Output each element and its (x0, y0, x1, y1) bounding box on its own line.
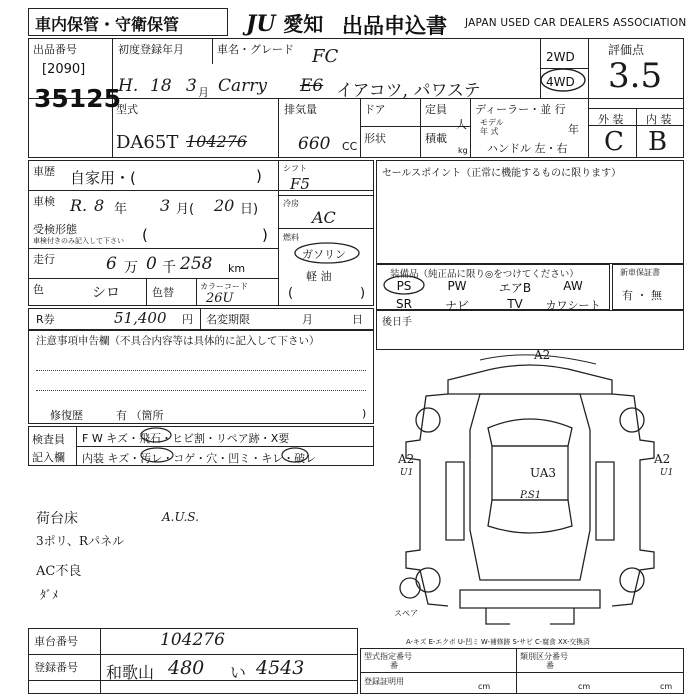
registration-number-label: 登録番号 (34, 661, 78, 674)
tax-label: R券 (36, 313, 55, 326)
first-reg-month: 3 (186, 76, 197, 96)
handwritten-note-1: 荷台床 (36, 511, 78, 527)
history-value: 自家用・( (70, 169, 136, 187)
receipt-label: 受検形態 (33, 223, 77, 236)
cc-unit: CC (342, 140, 358, 153)
color-code-label: カラーコード (200, 282, 248, 291)
dealer-label: ディーラー・並 行 (475, 103, 566, 116)
model-year-label: モデル (480, 118, 504, 127)
interior-label: 内 装 (646, 113, 672, 126)
first-reg-year: 18 (150, 76, 172, 96)
aircon-value: AC (312, 208, 336, 227)
inspection-era: R. (70, 196, 88, 215)
car-grade: FC (312, 46, 339, 67)
mileage-km: km (228, 262, 246, 275)
kg-unit: kg (458, 146, 468, 155)
shift-label: シフト (283, 164, 307, 173)
plate-number: 4543 (256, 657, 305, 679)
form-title: 出品申込書 (342, 14, 447, 38)
diagram-mark-code: UA3 (530, 466, 557, 480)
inspector-interior-row: 内装 キズ・汚レ・コゲ・穴・凹ミ・キレ・破レ (82, 452, 317, 465)
plate-class: 480 (168, 657, 205, 679)
association-name: JAPAN USED CAR DEALERS ASSOCIATION (465, 17, 687, 29)
fuel-diesel: 軽 油 (306, 270, 332, 283)
fuel-label: 燃料 (283, 233, 299, 242)
repair-value: 有 （箇所 (116, 409, 164, 422)
diagram-rear-bumper (460, 590, 600, 608)
trunk-box (376, 310, 684, 350)
first-reg-label: 初度登録年月 (118, 43, 184, 56)
car-options: イアコツ, パワステ (336, 81, 481, 101)
logo-mark: JU (246, 11, 276, 37)
storage-label: 車内保管・守衛保管 (35, 15, 180, 34)
inspection-day-unit: 日) (240, 202, 259, 217)
equipment-aw: AW (563, 279, 583, 293)
model-year-label2: 年 式 (480, 127, 499, 136)
spare-label: スペア (394, 609, 418, 618)
fuel-paren-open: ( (288, 286, 294, 301)
equipment-leather-seat: カワシート (545, 299, 601, 312)
car-name-struck: E6 (300, 76, 324, 96)
diagram-mark-note: U1 (400, 468, 414, 478)
name-change-label: 名変期限 (206, 313, 250, 326)
lot-sub-number: [2090] (42, 62, 86, 77)
handwritten-note-3: A.U.S. (162, 510, 199, 524)
receipt-paren-open: ( (142, 226, 148, 244)
new-warranty-label: 新車保証書 (620, 268, 660, 277)
receipt-paren-close: ) (262, 226, 268, 244)
car-name: Carry (218, 76, 267, 96)
history-close: ) (256, 167, 262, 185)
inspector-label: 検査員 (32, 433, 65, 446)
inspection-year-unit: 年 (114, 202, 128, 217)
color-code: 26U (206, 291, 234, 306)
ju-logo (246, 8, 323, 37)
load-label: 積載 (425, 132, 447, 145)
drive-4wd: 4WD (546, 75, 575, 89)
class-spec-unit: 番 (546, 661, 554, 670)
aircon-label: 冷房 (283, 199, 299, 208)
model-spec-unit: 番 (390, 661, 398, 670)
chassis-value: 104276 (160, 630, 225, 650)
inspection-month: 3 (160, 196, 171, 215)
wheel-rear-right (620, 568, 644, 592)
cert-unit-2: cm (578, 682, 591, 691)
displacement-label: 排気量 (284, 103, 317, 116)
mileage-man: 万 (124, 260, 138, 276)
equipment-navi: ナビ (444, 299, 469, 313)
equipment-ps: PS (396, 279, 412, 293)
drive-4wd-circle (538, 66, 588, 94)
logo-text: 愛知 (283, 12, 324, 36)
diagram-right-side (612, 394, 654, 606)
mileage-rest: 258 (180, 254, 213, 274)
receipt-note: 車検付きのみ記入して下さい (33, 237, 124, 245)
color-value: シロ (92, 285, 120, 301)
handle-label: ハンドル 左・右 (487, 142, 568, 155)
shape-label: 形状 (364, 132, 386, 145)
tax-yen: 円 (182, 313, 193, 326)
shade-label: 色替 (152, 286, 174, 299)
fuel-gasoline: ガソリン (302, 248, 346, 261)
lot-label: 出品番号 (33, 43, 77, 56)
cert-unit-3: cm (660, 682, 673, 691)
diagram-left-side (406, 394, 448, 606)
model-value: DA65T (116, 132, 179, 153)
inspection-day: 20 (214, 196, 235, 215)
door-label: ドア (364, 103, 386, 116)
class-spec-label: 類別区分番号 (520, 652, 568, 661)
notes-label: 注意事項申告欄（不具合内容等は具体的に記入して下さい） (36, 335, 320, 347)
inspection-month-unit: 月( (176, 202, 195, 217)
equipment-tv: TV (507, 297, 523, 311)
mileage-label: 走行 (33, 253, 55, 266)
handwritten-note-4: AC不良 (36, 564, 82, 579)
handwritten-note-5: ﾀﾞﾒ (40, 588, 59, 602)
model-struck-value: 104276 (186, 132, 248, 151)
year-unit: 年 (568, 123, 579, 136)
diagram-windshield (488, 419, 572, 446)
diagram-tailgate-right (550, 608, 574, 624)
drive-2wd: 2WD (546, 50, 575, 64)
capacity-label: 定員 (425, 103, 447, 116)
diagram-body (470, 394, 590, 580)
diagram-legend: A-キズ E-エクボ U-凹ミ W-補修跡 S-サビ C-腐食 XX-交換済 (406, 638, 590, 646)
new-warranty-options: 有 ・ 無 (622, 289, 662, 302)
diagram-mark-note: U1 (660, 468, 674, 478)
chassis-label: 車台番号 (34, 635, 78, 648)
wheel-front-left (416, 408, 440, 432)
cert-unit-1: cm (478, 682, 491, 691)
plate-area: 和歌山 (106, 663, 155, 682)
car-name-label: 車名・グレード (217, 43, 294, 56)
mileage-thousand: 0 (146, 254, 157, 274)
displacement-value: 660 (298, 134, 331, 154)
trunk-label: 後日手 (382, 317, 412, 328)
diagram-tailgate-left (486, 608, 510, 624)
shift-value: F5 (290, 175, 310, 193)
spare-tire-icon (400, 578, 420, 598)
sales-point-label: セールスポイント（正常に機能するものに限ります） (382, 168, 622, 179)
model-spec-label: 型式指定番号 (364, 652, 412, 661)
equipment-ps-circle (380, 274, 430, 296)
wheel-front-right (620, 408, 644, 432)
repair-close: ) (362, 407, 367, 420)
diagram-rear-window (488, 500, 572, 533)
equipment-pw: PW (447, 279, 467, 293)
storage-label-box (28, 8, 228, 36)
interior-grade: B (648, 127, 668, 157)
lot-number: 35125 (34, 84, 121, 113)
repair-label: 修復歴 (50, 409, 83, 422)
handwritten-note-2: 3ポリ、Rパネル (36, 534, 125, 548)
mileage-sen: 千 (162, 260, 176, 276)
history-label: 車歴 (33, 165, 55, 178)
model-label: 型式 (116, 103, 138, 116)
evaluation-score: 3.5 (608, 56, 663, 96)
exterior-grade: C (604, 127, 624, 157)
equipment-label: 装備品（純正品に限り◎をつけてください） (390, 269, 579, 280)
diagram-mark-code: P.S1 (520, 490, 542, 501)
evaluation-label: 評価点 (608, 43, 645, 57)
mileage-ten-thousand: 6 (106, 254, 117, 274)
name-change-month: 月 (302, 313, 313, 326)
equipment-airbag: エアB (498, 281, 532, 295)
name-change-day: 日 (352, 313, 363, 326)
inspector-fw-row: F W キズ・飛石・ヒビ割・リペア跡・X要 (82, 432, 290, 445)
diagram-mark-code: A2 (398, 452, 415, 466)
inspection-label: 車検 (33, 195, 55, 208)
diagram-side-left-panel (446, 462, 464, 540)
inspection-year: 8 (94, 196, 105, 215)
diagram-top-outline (448, 365, 612, 394)
diagram-mark-code: A2 (654, 452, 671, 466)
exterior-label: 外 装 (598, 113, 624, 126)
tax-value: 51,400 (114, 309, 167, 327)
diagram-mark-code: A2 (534, 348, 551, 362)
color-label: 色 (33, 283, 44, 296)
equipment-sr: SR (396, 297, 412, 311)
person-unit: 人 (456, 118, 467, 131)
inspector-marks (76, 426, 374, 466)
fuel-gasoline-circle (292, 240, 362, 266)
first-reg-era: H. (118, 76, 139, 96)
fuel-paren-close: ) (360, 286, 366, 301)
first-reg-month-unit: 月 (198, 86, 209, 99)
tax-row (28, 308, 374, 330)
diagram-side-right-panel (596, 462, 614, 540)
cert-label: 登録証明用 (364, 677, 404, 686)
inspector-label2: 記入欄 (32, 451, 65, 464)
plate-kana: い (230, 663, 247, 682)
